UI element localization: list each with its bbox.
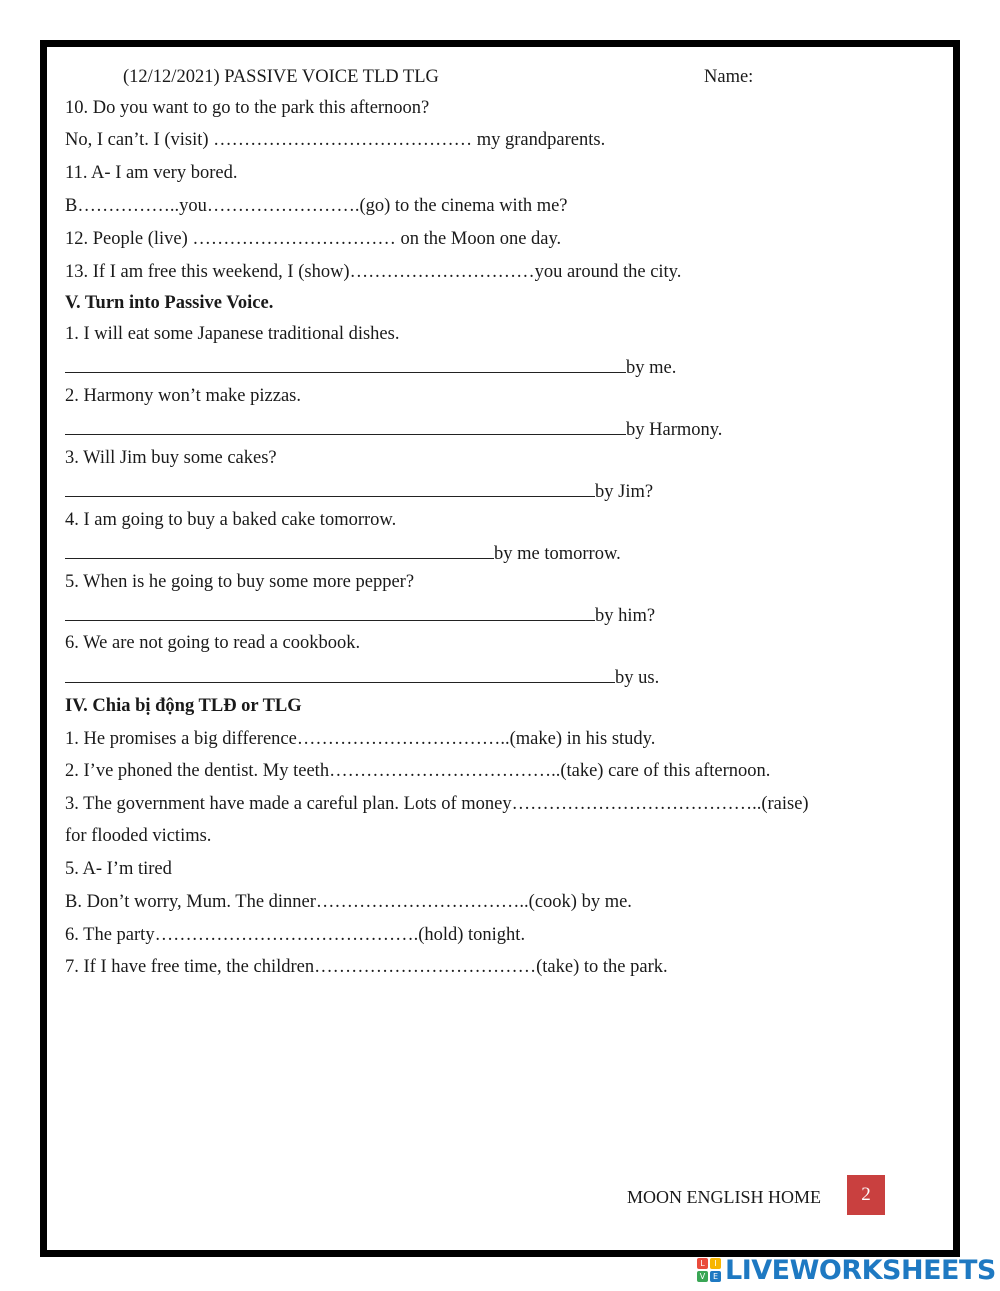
liveworksheets-logo xyxy=(697,1255,996,1285)
answer-line xyxy=(65,355,676,378)
logo-block-i: I xyxy=(710,1258,721,1269)
question-line: 4. I am going to buy a baked cake tomorrow. xyxy=(65,510,397,530)
question-line: 12. People (live) …………………………… on the Moon one day. xyxy=(65,229,562,249)
answer-suffix: by him? xyxy=(595,606,656,626)
question-line: 11. A- I am very bored. xyxy=(65,163,238,183)
question-line: 2. Harmony won’t make pizzas. xyxy=(65,386,301,406)
question-line: 6. We are not going to read a cookbook. xyxy=(65,633,361,653)
answer-blank[interactable] xyxy=(65,355,626,373)
question-line: 6. The party…………………………………….(hold) tonight. xyxy=(65,925,526,945)
logo-blocks-icon xyxy=(697,1258,721,1282)
question-line: 5. When is he going to buy some more pepper? xyxy=(65,572,415,592)
answer-blank[interactable] xyxy=(65,603,595,621)
answer-blank[interactable] xyxy=(65,665,615,683)
logo-block-e: E xyxy=(710,1271,721,1282)
section-heading: V. Turn into Passive Voice. xyxy=(65,293,274,313)
logo-block-l: L xyxy=(697,1258,708,1269)
answer-blank[interactable] xyxy=(65,479,595,497)
answer-line xyxy=(65,603,655,626)
answer-line xyxy=(65,479,653,502)
question-line: 3. Will Jim buy some cakes? xyxy=(65,448,277,468)
section-heading: IV. Chia bị động TLĐ or TLG xyxy=(65,696,302,716)
answer-line xyxy=(65,665,659,688)
question-line: B……………..you…………………….(go) to the cinema with me? xyxy=(65,196,568,216)
question-line: 5. A- I’m tired xyxy=(65,859,172,879)
logo-text: LIVEWORKSHEETS xyxy=(725,1254,996,1286)
answer-suffix: by us. xyxy=(615,668,660,688)
question-line: 2. I’ve phoned the dentist. My teeth………………………………..(take) care of this afternoon. xyxy=(65,761,771,781)
question-line: 3. The government have made a careful plan. Lots of money…………………………………..(raise) xyxy=(65,794,809,814)
answer-suffix: by Harmony. xyxy=(626,420,723,440)
answer-blank[interactable] xyxy=(65,417,626,435)
answer-blank[interactable] xyxy=(65,541,494,559)
worksheet-title: (12/12/2021) PASSIVE VOICE TLD TLG xyxy=(123,67,439,87)
worksheet-page xyxy=(40,40,960,1257)
name-label: Name: xyxy=(704,67,754,87)
answer-line xyxy=(65,541,621,564)
page-number-badge: 2 xyxy=(847,1175,885,1215)
answer-suffix: by me. xyxy=(626,358,677,378)
question-line: 1. I will eat some Japanese traditional dishes. xyxy=(65,324,400,344)
question-line: 7. If I have free time, the children………………………………(take) to the park. xyxy=(65,957,668,977)
answer-line xyxy=(65,417,722,440)
question-line: B. Don’t worry, Mum. The dinner……………………………..(cook) by me. xyxy=(65,892,632,912)
logo-block-v: V xyxy=(697,1271,708,1282)
answer-suffix: by me tomorrow. xyxy=(494,544,621,564)
question-line: No, I can’t. I (visit) …………………………………… my grandparents. xyxy=(65,130,606,150)
footer-brand: MOON ENGLISH HOME xyxy=(627,1187,821,1207)
question-line: for flooded victims. xyxy=(65,826,212,846)
question-line: 13. If I am free this weekend, I (show)…………………………you around the city. xyxy=(65,262,682,282)
answer-suffix: by Jim? xyxy=(595,482,654,502)
question-line: 1. He promises a big difference……………………………..(make) in his study. xyxy=(65,729,656,749)
question-line: 10. Do you want to go to the park this afternoon? xyxy=(65,98,430,118)
